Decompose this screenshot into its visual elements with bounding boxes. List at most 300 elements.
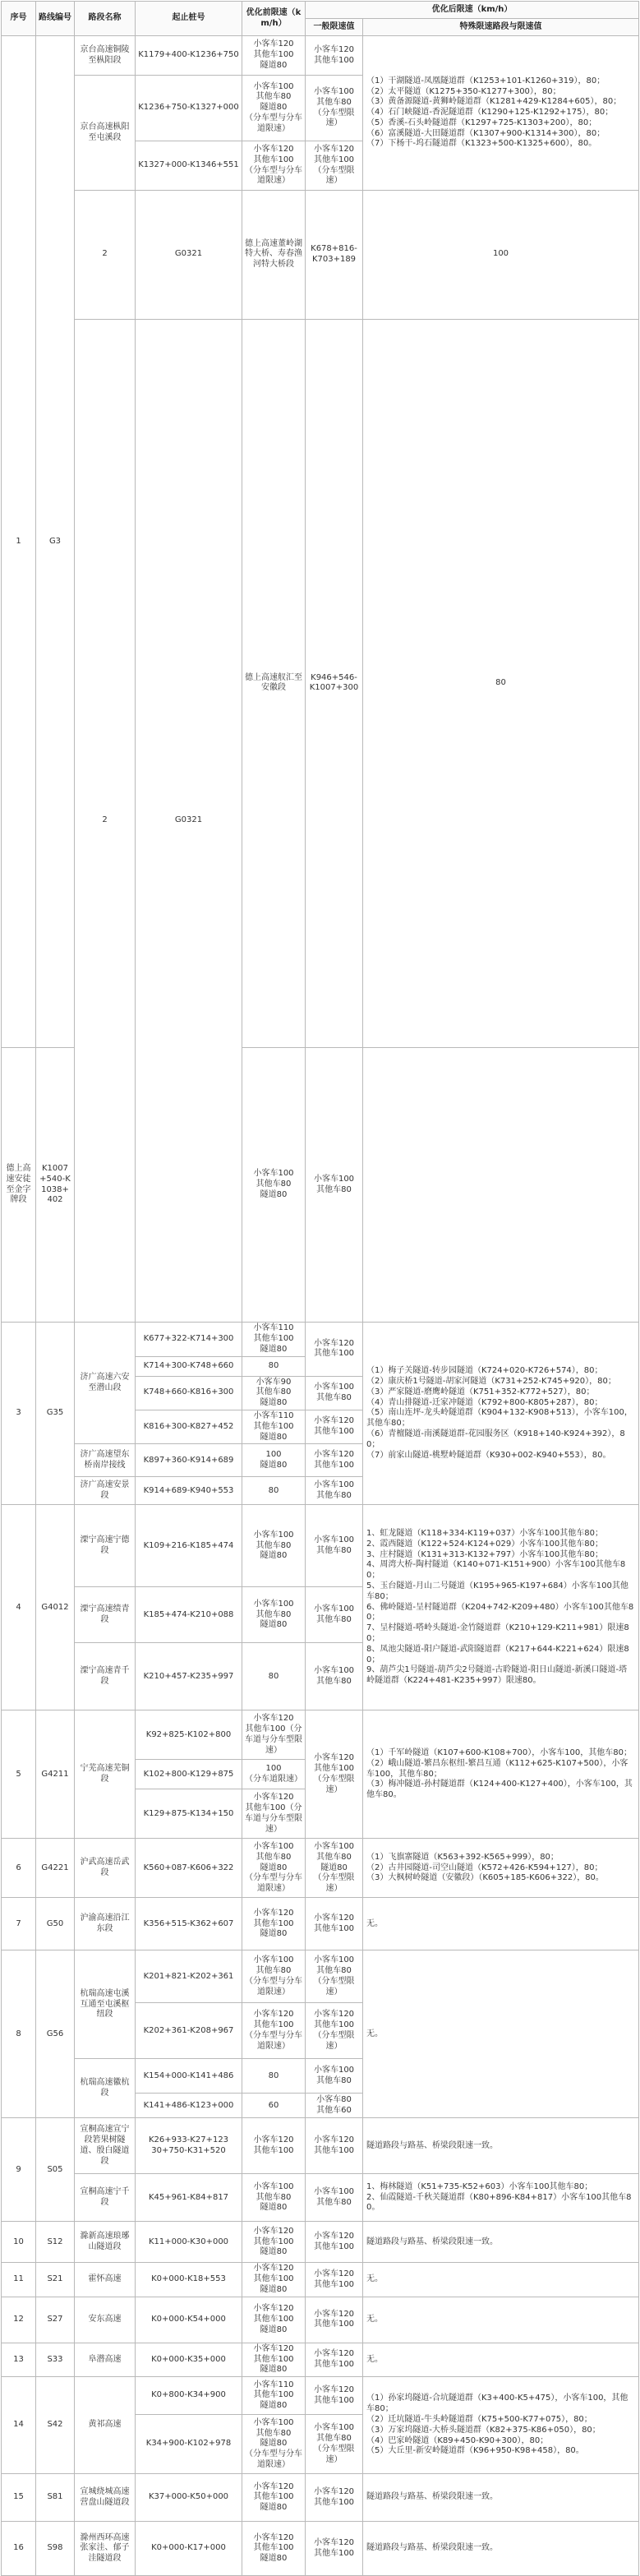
table-cell bbox=[242, 2094, 306, 2118]
cell-text-line: K560+087-K606+322 bbox=[143, 1863, 234, 1872]
table-cell bbox=[75, 2297, 136, 2343]
table-cell bbox=[306, 2222, 363, 2263]
cell-text-line: 阜潜高速 bbox=[88, 2354, 122, 2364]
cell-text-line: 小客车100 bbox=[313, 1480, 355, 1490]
table-cell bbox=[242, 1048, 306, 1323]
table-cell bbox=[306, 2522, 363, 2576]
cell-text-line: （7）前家山隧道-桃墅岭隧道群（K930+002-K940+553），80。 bbox=[366, 1450, 611, 1460]
cell-text-line: 2 bbox=[102, 815, 108, 825]
cell-text-line: 其他车100 bbox=[253, 2543, 294, 2553]
table-cell bbox=[242, 1410, 306, 1444]
special-limit-cell bbox=[363, 2343, 639, 2376]
cell-text-line: 隧道80 bbox=[260, 1929, 288, 1939]
cell-text-line: 小客车100 bbox=[253, 1955, 294, 1965]
cell-text-line: 小客车120 bbox=[253, 1793, 294, 1803]
cell-text-line: 济广高速望东桥南岸接线 bbox=[80, 1450, 130, 1470]
special-limit-cell bbox=[363, 1505, 639, 1710]
table-cell bbox=[136, 2263, 242, 2297]
cell-text-line: 其他车100 bbox=[253, 50, 294, 60]
table-cell bbox=[2, 2297, 36, 2343]
table-cell bbox=[306, 2059, 363, 2094]
cell-text-line: K141+486-K123+000 bbox=[143, 2100, 234, 2110]
cell-text-line: 小客车120 bbox=[313, 1914, 355, 1923]
table-cell bbox=[36, 2522, 75, 2576]
table-cell bbox=[242, 1760, 306, 1789]
table-row bbox=[2, 1505, 639, 1587]
cell-text-line: （2）峨山隧道-繁昌东枢纽-繁昌互通（K112+625-K107+500），小客车100，其他车80； bbox=[366, 1758, 628, 1779]
cell-text-line: 60 bbox=[268, 2100, 279, 2110]
cell-text-line: K201+821-K202+361 bbox=[143, 1971, 234, 1981]
cell-text-line: 16 bbox=[13, 2543, 24, 2553]
table-row bbox=[2, 191, 639, 320]
table-cell bbox=[363, 319, 639, 1048]
cell-text-line: 小客车110 bbox=[253, 1411, 294, 1421]
cell-text-line: 13 bbox=[13, 2354, 24, 2364]
cell-text-line: 小客车120 bbox=[253, 2532, 294, 2542]
cell-text-line: K1327+000-K1346+551 bbox=[138, 160, 239, 170]
cell-text-line: （1）千军岭隧道（K107+600-K108+700），小客车100，其他车80； bbox=[366, 1747, 633, 1757]
cell-text-line: G4221 bbox=[41, 1863, 69, 1872]
table-cell bbox=[306, 1505, 363, 1587]
cell-text-line: （分车型与分车道限速） bbox=[245, 113, 302, 133]
header-seq: 序号 bbox=[2, 2, 36, 36]
cell-text-line: 其他车100 bbox=[313, 55, 355, 65]
cell-text-line: 其他车100 bbox=[313, 2145, 355, 2155]
cell-text-line: 小客车120 bbox=[313, 1416, 355, 1426]
cell-text-line: 小客车90 bbox=[256, 1377, 292, 1387]
table-cell bbox=[136, 1710, 242, 1760]
table-cell bbox=[136, 1376, 242, 1410]
cell-text-line: 小客车120 bbox=[253, 39, 294, 49]
header-limit-before: 优化前限速（km/h） bbox=[242, 2, 306, 36]
cell-text-line: S12 bbox=[47, 2237, 63, 2246]
table-cell bbox=[136, 2415, 242, 2474]
cell-text-line: （分车道限速） bbox=[245, 1774, 302, 1784]
cell-text-line: 小客车100 bbox=[253, 81, 294, 91]
cell-text-line: 隧道80 bbox=[260, 1551, 288, 1561]
table-cell bbox=[136, 76, 242, 141]
cell-text-line: 小客车120 bbox=[253, 2264, 294, 2274]
cell-text-line: （分车型限速） bbox=[313, 1976, 355, 1997]
table-cell bbox=[75, 36, 136, 76]
cell-text-line: 小客车100 bbox=[313, 86, 355, 96]
cell-text-line: S81 bbox=[47, 2492, 63, 2502]
special-limit-cell bbox=[363, 2174, 639, 2222]
table-cell bbox=[306, 1898, 363, 1950]
table-cell bbox=[242, 2174, 306, 2222]
cell-text-line: 其他车100 bbox=[313, 1349, 355, 1359]
table-cell bbox=[242, 1950, 306, 2003]
cell-text-line: 其他车80 bbox=[256, 1966, 292, 1976]
cell-text-line: 隧道80 bbox=[260, 1432, 288, 1442]
cell-text-line: 80 bbox=[268, 1485, 279, 1495]
table-cell bbox=[136, 141, 242, 191]
cell-text-line: （分车型限速） bbox=[313, 1873, 355, 1894]
table-cell bbox=[136, 1950, 242, 2003]
cell-text-line: 其他车100 bbox=[253, 2237, 294, 2246]
table-row bbox=[2, 2118, 639, 2174]
cell-text-line: K210+457-K235+997 bbox=[143, 1671, 234, 1681]
table-cell bbox=[306, 1477, 363, 1505]
table-cell bbox=[75, 1950, 136, 2059]
cell-text-line: 小客车120 bbox=[253, 1714, 294, 1724]
cell-text-line: 无。 bbox=[366, 2314, 383, 2324]
cell-text-line: 100 bbox=[265, 1764, 282, 1774]
table-cell bbox=[136, 2222, 242, 2263]
cell-text-line: K1179+400-K1236+750 bbox=[138, 50, 239, 60]
table-cell bbox=[242, 2059, 306, 2094]
table-cell bbox=[75, 1587, 136, 1643]
cell-text-line: 小客车120 bbox=[313, 1338, 355, 1348]
cell-text-line: 8、凤池尖隧道-阳户隧道-武阳隧道群（K217+644-K221+624）限速80； bbox=[366, 1644, 629, 1664]
cell-text-line: （分车型与分车道限速） bbox=[245, 1873, 302, 1894]
cell-text-line: 9、葫芦尖1号隧道-葫芦尖2号隧道-古聆隧道-阳日山隧道-新溪口隧道-塔岭隧道群（K224+481-K235+997）限速80。 bbox=[366, 1665, 628, 1686]
cell-text-line: 隧道80 bbox=[260, 1460, 288, 1470]
table-cell bbox=[36, 1898, 75, 1950]
special-limit-cell bbox=[363, 2297, 639, 2343]
cell-text-line: 小客车100 bbox=[313, 1535, 355, 1545]
table-cell bbox=[36, 1839, 75, 1898]
table-row bbox=[2, 1839, 639, 1898]
cell-text-line: 其他车100 bbox=[313, 2320, 355, 2329]
cell-text-line: 隧道80 bbox=[260, 60, 288, 70]
table-cell bbox=[136, 2522, 242, 2576]
cell-text-line: 安东高速 bbox=[88, 2314, 122, 2324]
table-cell bbox=[2, 1710, 36, 1839]
cell-text-line: （4）巴家岭隧道（K89+450-K90+300），80； bbox=[366, 2435, 549, 2445]
cell-text-line: 5 bbox=[16, 1769, 21, 1779]
table-cell bbox=[136, 2297, 242, 2343]
table-cell bbox=[136, 1839, 242, 1898]
table-cell bbox=[242, 76, 306, 141]
cell-text-line: 隧道80 bbox=[260, 2439, 288, 2449]
cell-text-line: （3）梅冲隧道-孙村隧道群（K124+400-K127+400），小客车100，其他车80。 bbox=[366, 1780, 633, 1800]
table-cell bbox=[36, 1505, 75, 1710]
cell-text-line: 其他车80 bbox=[256, 1852, 292, 1862]
cell-text-line: 其他车100 bbox=[253, 155, 294, 164]
cell-text-line: 10 bbox=[13, 2237, 24, 2246]
cell-text-line: （1）孙家坞隧道-合坑隧道群（K3+400-K5+475），小客车100，其他车80； bbox=[366, 2394, 628, 2414]
table-row bbox=[2, 2222, 639, 2263]
cell-text-line: K816+300-K827+452 bbox=[143, 1421, 234, 1431]
table-cell bbox=[36, 2263, 75, 2297]
cell-text-line: 小客车120 bbox=[313, 2232, 355, 2241]
table-row bbox=[2, 2522, 639, 2576]
cell-text-line: 沪武高速岳武段 bbox=[80, 1858, 130, 1877]
cell-text-line: 小客车100 bbox=[313, 2423, 355, 2433]
cell-text-line: 小客车100 bbox=[313, 1666, 355, 1676]
cell-text-line: （分车型限速） bbox=[313, 2444, 355, 2464]
cell-text-line: K202+361-K208+967 bbox=[143, 2025, 234, 2035]
header-section-name: 路段名称 bbox=[75, 2, 136, 36]
cell-text-line: 9 bbox=[16, 2164, 21, 2174]
cell-text-line: 隧道80 bbox=[260, 2247, 288, 2257]
cell-text-line: K0+000-K54+000 bbox=[151, 2314, 226, 2324]
cell-text-line: （4）青山排隧道-迁家冲隧道（K792+800-K805+287），80； bbox=[366, 1397, 603, 1407]
cell-text-line: 无。 bbox=[366, 2274, 383, 2284]
cell-text-line: K0+000-K17+000 bbox=[151, 2543, 226, 2553]
table-cell bbox=[242, 2415, 306, 2474]
table-cell bbox=[75, 1477, 136, 1505]
table-cell bbox=[75, 2343, 136, 2376]
special-limit-cell bbox=[363, 1710, 639, 1839]
table-cell bbox=[2, 2377, 36, 2474]
cell-text-line: 7、呈村隧道-嗒岭头隧道-金竹隧道群（K210+129-K211+981）限速80； bbox=[366, 1623, 629, 1643]
table-cell bbox=[242, 1376, 306, 1410]
table-cell bbox=[75, 2118, 136, 2174]
header-route-code: 路线编号 bbox=[36, 2, 75, 36]
cell-text-line: 其他车100 bbox=[313, 1460, 355, 1470]
cell-text-line: G56 bbox=[46, 2029, 64, 2038]
cell-text-line: 小客车110 bbox=[253, 1323, 294, 1333]
table-cell bbox=[2, 1505, 36, 1710]
cell-text-line: 隧道80 bbox=[260, 1344, 288, 1354]
table-cell bbox=[306, 1048, 363, 1323]
cell-text-line: 小客车80 bbox=[316, 2095, 352, 2105]
table-cell bbox=[306, 1643, 363, 1710]
cell-text-line: K897+360-K914+689 bbox=[143, 1455, 234, 1465]
cell-text-line: （2）太平隧道（K1275+350-K1277+300），80； bbox=[366, 86, 561, 96]
table-cell bbox=[136, 2059, 242, 2094]
cell-text-line: 其他车100 bbox=[253, 2020, 294, 2030]
cell-text-line: 3、庄村隧道（K131+313-K132+797）小客车100其他车80； bbox=[366, 1549, 604, 1559]
cell-text-line: （分车型与分车道限速） bbox=[245, 2030, 302, 2051]
table-row bbox=[2, 1710, 639, 1760]
cell-text-line: G3 bbox=[48, 536, 62, 546]
special-limit-cell bbox=[363, 1839, 639, 1898]
cell-text-line: 隧道80 bbox=[260, 1190, 288, 1200]
table-cell bbox=[242, 1710, 306, 1760]
cell-text-line: 其他车100 bbox=[313, 2020, 355, 2030]
cell-text-line: K0+000-K35+000 bbox=[151, 2354, 226, 2364]
table-cell bbox=[242, 2263, 306, 2297]
table-cell bbox=[242, 1444, 306, 1477]
cell-text-line: 1 bbox=[16, 536, 21, 546]
cell-text-line: 隧道80 bbox=[260, 2554, 288, 2564]
cell-text-line: G35 bbox=[46, 1408, 64, 1418]
table-cell bbox=[136, 1444, 242, 1477]
cell-text-line: 隧道80 bbox=[320, 1863, 348, 1872]
cell-text-line: 其他车80 bbox=[316, 1614, 352, 1624]
cell-text-line: （3）黄备源隧道-黄狮岭隧道群（K1281+429-K1284+605），80； bbox=[366, 97, 622, 107]
cell-text-line: 1、虹龙隧道（K118+334-K119+037）小客车100其他车80； bbox=[366, 1528, 604, 1538]
cell-text-line: 其他车100（分车道与分车型限速） bbox=[245, 1724, 302, 1755]
cell-text-line: 杭瑞高速徽杭段 bbox=[80, 2078, 130, 2098]
cell-text-line: S42 bbox=[47, 2420, 63, 2430]
table-cell bbox=[36, 1048, 75, 1323]
cell-text-line: 其他车80 bbox=[316, 1966, 352, 1976]
cell-text-line: 其他车80 bbox=[316, 1392, 352, 1402]
table-cell bbox=[136, 319, 242, 1323]
cell-text-line: 小客车120 bbox=[253, 2481, 294, 2491]
cell-text-line: 其他车80 bbox=[316, 2075, 352, 2085]
cell-text-line: 济广高速六安至潜山段 bbox=[80, 1373, 130, 1392]
cell-text-line: 小客车120 bbox=[253, 2304, 294, 2314]
cell-text-line: （5）南山连坪-龙头岭隧道群（K904+132-K908+513），小客车100，其他车80； bbox=[366, 1408, 633, 1429]
cell-text-line: 其他车80 bbox=[316, 1184, 352, 1194]
table-cell bbox=[242, 1477, 306, 1505]
cell-text-line: 6 bbox=[16, 1863, 21, 1872]
cell-text-line: 小客车100 bbox=[313, 1955, 355, 1965]
table-cell bbox=[2, 2118, 36, 2222]
cell-text-line: 小客车120 bbox=[313, 2135, 355, 2145]
cell-text-line: （7）下杨干-坞石隧道群（K1323+500-K1325+600），80。 bbox=[366, 139, 597, 149]
table-cell bbox=[75, 2263, 136, 2297]
cell-text-line: S21 bbox=[47, 2274, 63, 2284]
table-cell bbox=[242, 2118, 306, 2174]
cell-text-line: 隧道80 bbox=[260, 2365, 288, 2375]
cell-text-line: 其他车100 bbox=[253, 2492, 294, 2502]
cell-text-line: 30+750-K31+520 bbox=[151, 2145, 226, 2155]
cell-text-line: 京台高速枞阳至屯溪段 bbox=[80, 122, 130, 142]
cell-text-line: 小客车100 bbox=[253, 2181, 294, 2191]
table-cell bbox=[242, 2003, 306, 2059]
cell-text-line: K356+515-K362+607 bbox=[143, 1918, 234, 1928]
cell-text-line: G50 bbox=[46, 1918, 64, 1928]
cell-text-line: 其他车60 bbox=[316, 2105, 352, 2115]
cell-text-line: 小客车100 bbox=[313, 1383, 355, 1392]
cell-text-line: K714+300-K748+660 bbox=[143, 1360, 234, 1370]
table-cell bbox=[75, 1710, 136, 1839]
table-cell bbox=[242, 1643, 306, 1710]
cell-text-line: 小客车100 bbox=[253, 1841, 294, 1851]
cell-text-line: （1）干湖隧道-凤凰隧道群（K1253+101-K1260+319），80； bbox=[366, 76, 605, 85]
cell-text-line: 宁芜高速芜铜段 bbox=[80, 1764, 130, 1784]
cell-text-line: K37+000-K50+000 bbox=[148, 2492, 229, 2502]
cell-text-line: K1007+540-K1038+402 bbox=[39, 1164, 71, 1205]
cell-text-line: 隧道80 bbox=[260, 103, 288, 113]
table-cell bbox=[136, 1760, 242, 1789]
special-limit-cell bbox=[363, 2263, 639, 2297]
table-cell bbox=[242, 1839, 306, 1898]
table-cell bbox=[2, 2222, 36, 2263]
table-row bbox=[2, 2377, 639, 2415]
special-limit-cell bbox=[363, 2118, 639, 2174]
cell-text-line: （分车型限速） bbox=[313, 165, 355, 186]
table-cell bbox=[306, 2297, 363, 2343]
table-cell bbox=[242, 1898, 306, 1950]
table-cell bbox=[306, 1376, 363, 1410]
table-cell bbox=[36, 2474, 75, 2522]
cell-text-line: S05 bbox=[47, 2164, 63, 2174]
cell-text-line: 1、梅林隧道（K51+735-K52+603）小客车100其他车80； bbox=[366, 2181, 593, 2191]
cell-text-line: 德上高速安徒至金字牌段 bbox=[6, 1164, 31, 1205]
table-cell bbox=[136, 1587, 242, 1643]
cell-text-line: （分车型与分车道限速） bbox=[245, 2449, 302, 2469]
cell-text-line: 80 bbox=[495, 677, 506, 687]
cell-text-line: 其他车100 bbox=[253, 2314, 294, 2324]
cell-text-line: 小客车120 bbox=[253, 144, 294, 154]
cell-text-line: G4012 bbox=[41, 1602, 69, 1612]
table-cell bbox=[136, 2174, 242, 2222]
table-cell bbox=[75, 1839, 136, 1898]
table-cell bbox=[242, 1587, 306, 1643]
cell-text-line: 100 bbox=[492, 249, 509, 259]
table-cell bbox=[242, 191, 306, 320]
table-cell bbox=[36, 36, 75, 1048]
table-cell bbox=[136, 1323, 242, 1356]
table-cell bbox=[36, 2297, 75, 2343]
cell-text-line: 80 bbox=[268, 1671, 279, 1681]
table-cell bbox=[36, 1950, 75, 2118]
cell-text-line: 小客车120 bbox=[313, 2269, 355, 2278]
table-cell bbox=[136, 2118, 242, 2174]
cell-text-line: （分车型限速） bbox=[313, 108, 355, 128]
table-cell bbox=[136, 1789, 242, 1839]
table-cell bbox=[36, 2222, 75, 2263]
cell-text-line: G0321 bbox=[174, 249, 203, 259]
cell-text-line: 其他车100 bbox=[313, 1427, 355, 1437]
cell-text-line: 隧道80 bbox=[260, 2503, 288, 2513]
cell-text-line: 14 bbox=[13, 2420, 24, 2430]
cell-text-line: （1）飞旗寨隧道（K563+392-K565+999），80； bbox=[366, 1852, 559, 1862]
table-row bbox=[2, 2297, 639, 2343]
table-cell bbox=[136, 1505, 242, 1587]
cell-text-line: 其他车80 bbox=[316, 2197, 352, 2207]
cell-text-line: 小客车120 bbox=[313, 2309, 355, 2319]
table-body bbox=[2, 36, 639, 2576]
table-cell bbox=[242, 1356, 306, 1376]
table-cell bbox=[75, 1643, 136, 1710]
table-cell bbox=[242, 1505, 306, 1587]
cell-text-line: S27 bbox=[47, 2314, 63, 2324]
cell-text-line: 溧宁高速绩青段 bbox=[80, 1604, 130, 1624]
cell-text-line: K0+000-K18+553 bbox=[151, 2274, 226, 2284]
cell-text-line: 小客车120 bbox=[313, 2349, 355, 2359]
special-limit-cell bbox=[363, 2474, 639, 2522]
table-cell bbox=[36, 2343, 75, 2376]
table-row bbox=[2, 1950, 639, 2003]
cell-text-line: 80 bbox=[268, 1360, 279, 1370]
cell-text-line: 小客车120 bbox=[313, 2010, 355, 2020]
table-cell bbox=[136, 36, 242, 76]
cell-text-line: K45+961-K84+817 bbox=[148, 2192, 229, 2202]
table-cell bbox=[306, 141, 363, 191]
table-row bbox=[2, 2343, 639, 2376]
cell-text-line: 隧道路段与路基、桥梁段限速一致。 bbox=[366, 2237, 498, 2246]
table-cell bbox=[36, 1710, 75, 1839]
cell-text-line: 其他车100 bbox=[313, 2360, 355, 2370]
table-cell bbox=[136, 1477, 242, 1505]
cell-text-line: S98 bbox=[47, 2543, 63, 2553]
cell-text-line: 无。 bbox=[366, 2354, 383, 2364]
cell-text-line: K102+800-K129+875 bbox=[143, 1769, 234, 1779]
table-row bbox=[2, 2474, 639, 2522]
cell-text-line: 小客车100 bbox=[253, 2417, 294, 2427]
cell-text-line: 杭瑞高速屯溪互通至屯溪枢纽段 bbox=[80, 1988, 130, 2020]
table-cell bbox=[2, 2263, 36, 2297]
cell-text-line: 其他车100 bbox=[253, 2145, 294, 2155]
table-cell bbox=[2, 1898, 36, 1950]
table-cell bbox=[242, 2343, 306, 2376]
cell-text-line: 4 bbox=[16, 1602, 21, 1612]
cell-text-line: 小客车120 bbox=[313, 2537, 355, 2547]
cell-text-line: 隧道80 bbox=[260, 2285, 288, 2295]
cell-text-line: 其他车100 bbox=[313, 2548, 355, 2558]
table-cell bbox=[136, 1410, 242, 1444]
cell-text-line: 溧宁高速宁德段 bbox=[80, 1535, 130, 1555]
cell-text-line: K129+875-K134+150 bbox=[143, 1808, 234, 1818]
table-cell bbox=[306, 1950, 363, 2003]
table-cell bbox=[75, 2222, 136, 2263]
table-cell bbox=[75, 191, 136, 320]
special-limit-cell bbox=[363, 1898, 639, 1950]
table-cell bbox=[306, 2415, 363, 2474]
cell-text-line: 小客车120 bbox=[253, 1908, 294, 1918]
table-cell bbox=[306, 2094, 363, 2118]
cell-text-line: 小客车120 bbox=[313, 2486, 355, 2496]
cell-text-line: 宣城绕城高速营盘山隧道段 bbox=[80, 2486, 130, 2507]
